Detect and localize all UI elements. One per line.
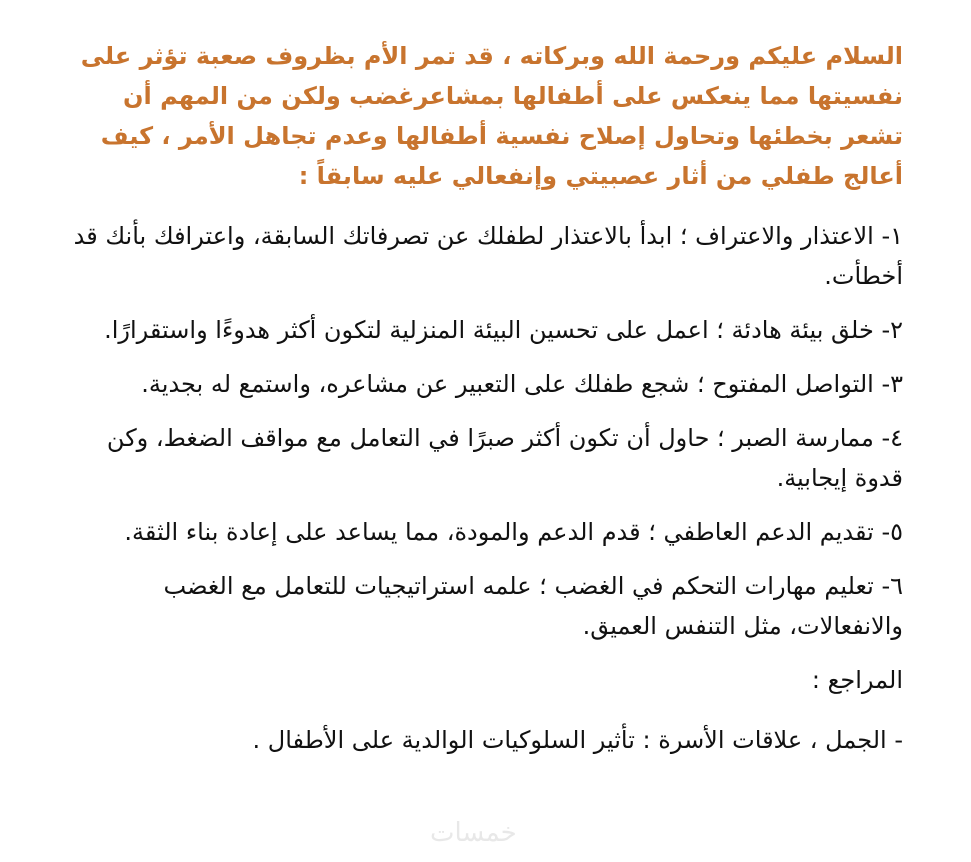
- list-item-2: ٢- خلق بيئة هادئة ؛ اعمل على تحسين البيئة المنزلية لتكون أكثر هدوءًا واستقرارًا.: [104, 316, 903, 344]
- list-item-6: ٦- تعليم مهارات التحكم في الغضب ؛ علمه استراتيجيات للتعامل مع الغضب والانفعالات، مثل التنفس العميق.: [163, 572, 903, 640]
- list-item-5: ٥- تقديم الدعم العاطفي ؛ قدم الدعم والمودة، مما يساعد على إعادة بناء الثقة.: [124, 518, 903, 546]
- references-heading: المراجع :: [811, 666, 903, 694]
- document-page: [53, 36, 903, 760]
- list-item-4: ٤- ممارسة الصبر ؛ حاول أن تكون أكثر صبرًا في التعامل مع مواقف الضغط، وكن قدوة إيجابية.: [106, 424, 903, 492]
- reference-entry: - الجمل ، علاقات الأسرة : تأثير السلوكيات الوالدية على الأطفال .: [252, 726, 903, 754]
- list-item-1: ١- الاعتذار والاعتراف ؛ ابدأ بالاعتذار لطفلك عن تصرفاتك السابقة، واعترافك بأنك قد أخطأت.: [73, 222, 903, 290]
- intro-paragraph: السلام عليكم ورحمة الله وبركاته ، قد تمر الأم بظروف صعبة تؤثر على نفسيتها مما ينعكس على أطفالها بمشاعرغضب ولكن من المهم أن تشعر بخطئها وتحاول إصلاح نفسية أطفالها وعدم تجاهل الأمر ، كيف أعالج طفلي من أثار عصبيتي وإنفعالي عليه سابقاً :: [80, 42, 903, 190]
- list-item-3: ٣- التواصل المفتوح ؛ شجع طفلك على التعبير عن مشاعره، واستمع له بجدية.: [141, 370, 903, 398]
- watermark-logo: خمسات: [430, 818, 517, 848]
